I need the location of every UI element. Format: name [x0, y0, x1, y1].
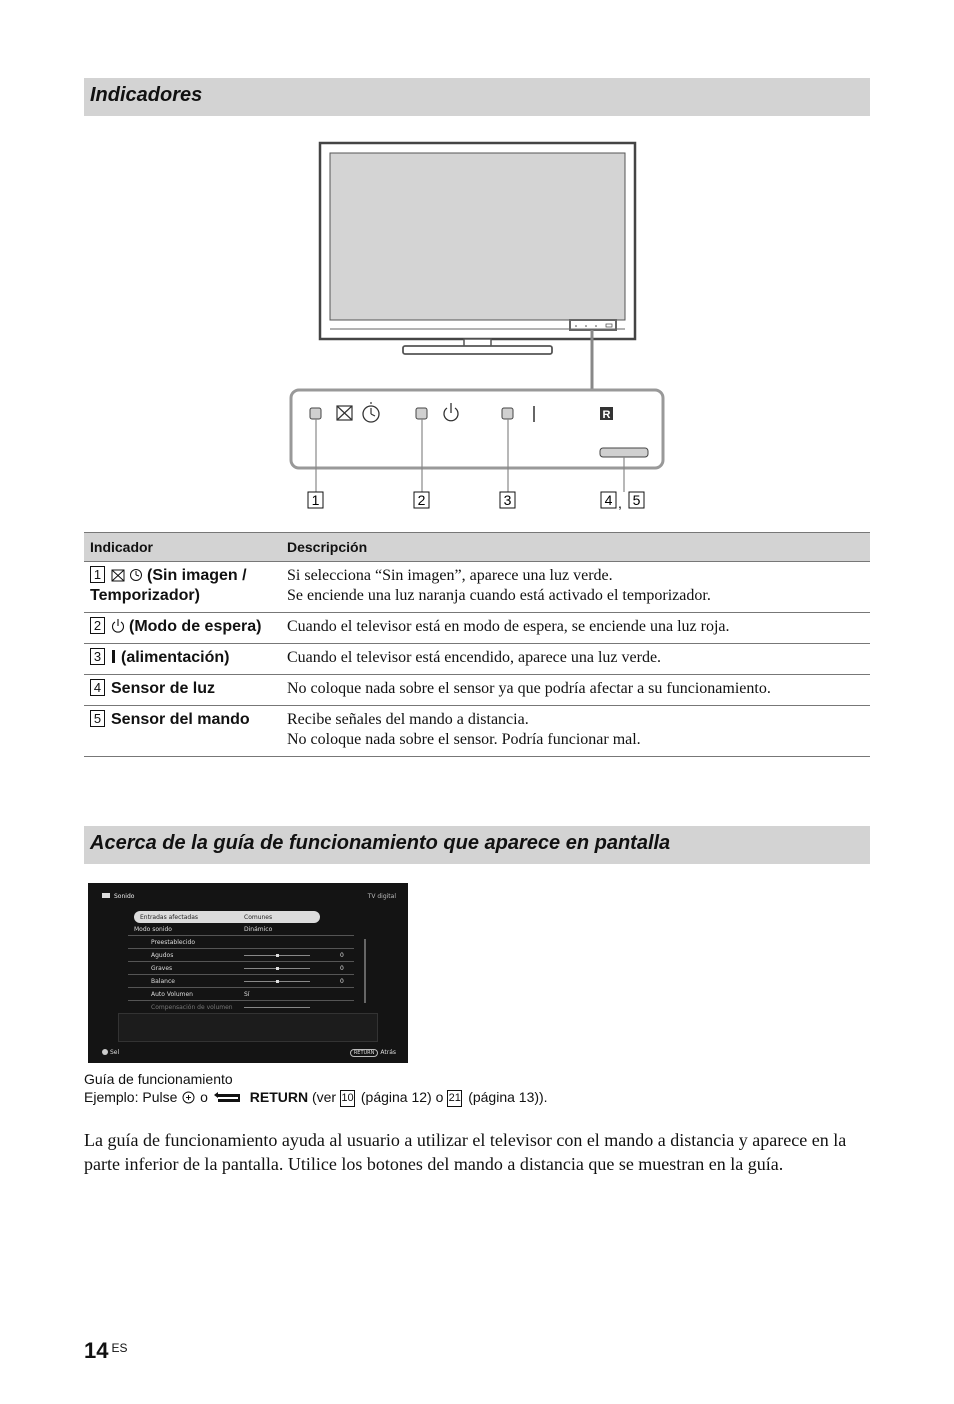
row-number: 5 [90, 710, 105, 727]
menu-footer-back: RETURN Atrás [350, 1049, 396, 1057]
tv-icon [102, 893, 110, 898]
table-row [84, 562, 870, 613]
menu-item-entradas: Entradas afectadas Comunes [134, 911, 320, 923]
light-sensor [600, 448, 648, 457]
indicator-name: Sensor del mando [111, 711, 250, 728]
section-title: Acerca de la guía de funcionamiento que aparece en pantalla [90, 832, 671, 854]
indicator-table [84, 532, 870, 757]
row-number: 1 [90, 566, 105, 583]
row-number: 4 [90, 679, 105, 696]
section-banner-indicadores [84, 78, 870, 116]
menu-item-graves: Graves 0 [128, 962, 354, 975]
level-bar [244, 1007, 310, 1008]
description-line: Cuando el televisor está encendido, aparece una luz verde. [287, 649, 662, 666]
menu-list [128, 911, 354, 1013]
callout-1-label: 1 [311, 492, 320, 508]
header-indicator: Indicador [84, 533, 281, 562]
menu-item-preestablecido: Preestablecido [128, 936, 354, 949]
remote-sensor-icon [600, 407, 613, 421]
level-knob [276, 954, 279, 957]
callout-2-label: 2 [417, 492, 426, 508]
indicator-name: (Modo de espera) [129, 618, 262, 635]
menu-info-panel [118, 1013, 378, 1042]
led-2 [416, 408, 427, 419]
description-line: Si selecciona “Sin imagen”, aparece una luz verde. [287, 567, 613, 584]
led-3 [502, 408, 513, 419]
power-icon [111, 649, 117, 664]
callout-1 [308, 492, 323, 508]
indicator-name: (Sin imagen / Temporizador) [90, 567, 247, 604]
description-line: Recibe señales del mando a distancia. [287, 711, 529, 728]
callout-5-label: 5 [632, 492, 641, 508]
row-number: 3 [90, 648, 105, 665]
menu-item-auto-volumen: Auto Volumen Sí [128, 988, 354, 1001]
section-title: Indicadores [90, 84, 203, 106]
callout-5 [629, 492, 644, 508]
menu-item-agudos: Agudos 0 [128, 949, 354, 962]
led-1 [310, 408, 321, 419]
menu-item-compensacion: Compensación de volumen [128, 1001, 354, 1013]
page-number: 14 $^{ES}$ [84, 1338, 128, 1363]
description-line: Cuando el televisor está en modo de espera, se enciende una luz roja. [287, 618, 730, 635]
page-language: ES [111, 1341, 128, 1355]
ref-button-number: 21 [447, 1090, 462, 1107]
standby-icon [111, 618, 125, 633]
caption-example: Ejemplo: Pulse o RETURN (ver 10 (página 12) o 21 (página 13)). [84, 1089, 548, 1105]
level-bar [244, 981, 310, 982]
menu-source: TV digital [367, 893, 396, 900]
tv-screen [330, 153, 625, 320]
description-line: No coloque nada sobre el sensor ya que podría afectar a su funcionamiento. [287, 680, 771, 697]
timer-icon [129, 568, 143, 582]
guide-description: La guía de funcionamiento ayuda al usuario a utilizar el televisor con el mando a distancia y aparece en la parte inferior de la pantalla. Utilice los botones del mando a distancia que se muestran en la guía. [84, 1130, 847, 1174]
callout-3-label: 3 [503, 492, 512, 508]
callout-3 [500, 492, 515, 508]
header-description: Descripción [281, 533, 870, 562]
level-bar [244, 955, 310, 956]
level-knob [276, 967, 279, 970]
description-line: No coloque nada sobre el sensor. Podría funcionar mal. [287, 731, 641, 748]
ref-button-number: 10 [340, 1090, 355, 1107]
menu-item-modo-sonido: Modo sonido Dinámico [128, 923, 354, 936]
svg-text:R: R [602, 409, 611, 421]
return-button-icon: RETURN [350, 1049, 379, 1057]
level-knob [276, 980, 279, 983]
guide-caption [84, 1070, 548, 1107]
section-banner-guide [84, 826, 870, 864]
table-row [84, 706, 870, 757]
menu-scrollbar [364, 939, 366, 1003]
table-header-row [84, 533, 870, 562]
tv-indicator-diagram [280, 140, 680, 520]
sound-menu-screenshot [88, 883, 408, 1063]
indicator-name: Sensor de luz [111, 680, 216, 697]
select-circle-icon [182, 1091, 195, 1104]
callout-4-label: 4 [604, 492, 613, 508]
picture-off-icon [111, 569, 125, 582]
menu-title: Sonido [102, 893, 134, 900]
table-row [84, 644, 870, 675]
caption-title: Guía de funcionamiento [84, 1071, 233, 1087]
table-row [84, 613, 870, 644]
callout-separator: , [618, 495, 622, 511]
select-button-icon [102, 1049, 108, 1055]
row-number: 2 [90, 617, 105, 634]
tv-stand-base [403, 346, 552, 354]
indicator-name: (alimentación) [121, 649, 230, 666]
menu-item-balance: Balance 0 [128, 975, 354, 988]
table-row [84, 675, 870, 706]
description-line: Se enciende una luz naranja cuando está activado el temporizador. [287, 587, 711, 604]
callout-2 [414, 492, 429, 508]
menu-footer-select: Sel [102, 1049, 119, 1056]
callout-4 [601, 492, 616, 508]
level-bar [244, 968, 310, 969]
return-arrow-icon [212, 1091, 242, 1103]
